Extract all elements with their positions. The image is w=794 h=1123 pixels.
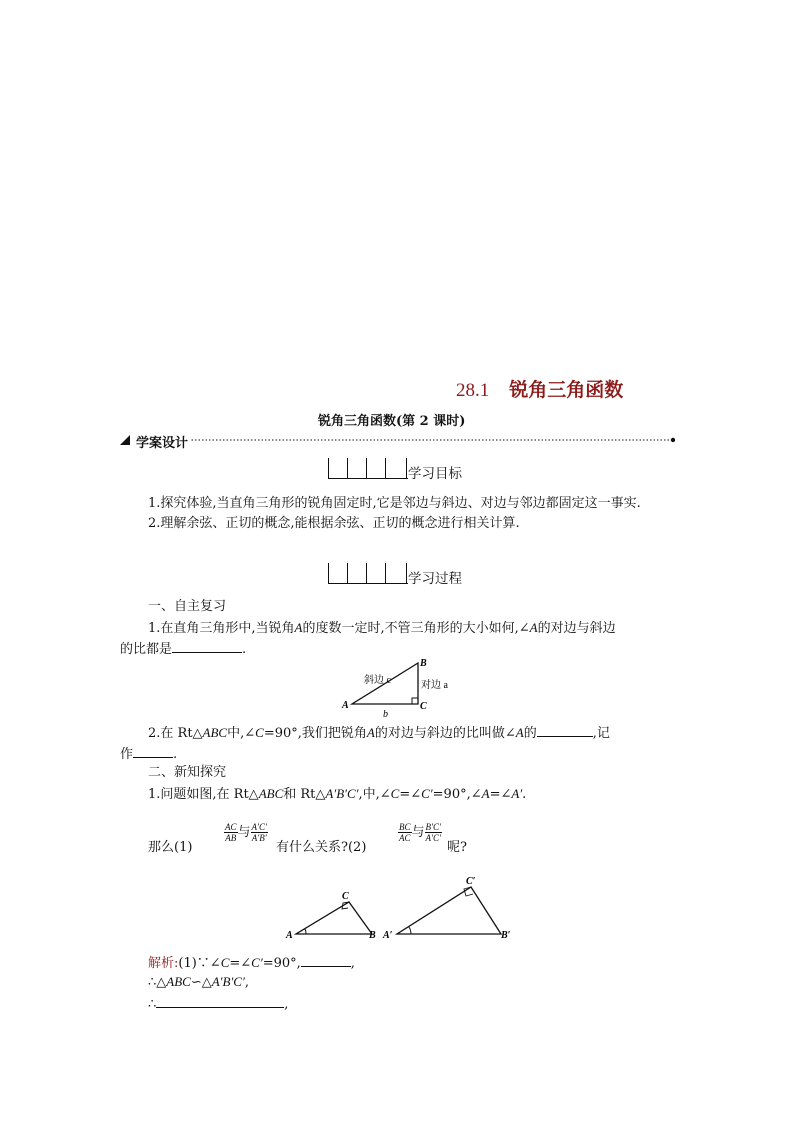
heading-box-frame xyxy=(328,458,408,479)
banner-triangle-icon xyxy=(120,435,130,445)
similar-triangles-figure xyxy=(280,872,520,944)
svg-text:C: C xyxy=(420,701,427,712)
svg-text:A′: A′ xyxy=(383,930,393,941)
svg-text:C: C xyxy=(342,891,349,902)
process-heading xyxy=(328,563,528,585)
banner-dotted-rule xyxy=(118,433,678,447)
goal-item-2: 2.理解余弦、正切的概念,能根据余弦、正切的概念进行相关计算. xyxy=(148,516,520,531)
fraction-ac-ab: $\frac{AC}{AB}$ xyxy=(225,822,237,843)
question-1-line1: 1.在直角三角形中,当锐角A的度数一定时,不管三角形的大小如何,∠A的对边与斜边 xyxy=(148,620,616,636)
ask-label-2: 有什么关系?(2) xyxy=(276,840,367,855)
svg-text:A: A xyxy=(342,700,349,711)
question-1-line2: 的比都是 . xyxy=(120,638,246,660)
solution-line-3: ∴ , xyxy=(148,993,288,1015)
fraction-b2c2-a2c2: $\frac{B'C'}{A'C'}$ xyxy=(425,822,441,843)
answer-blank[interactable] xyxy=(301,952,351,967)
solution-label: 解析: xyxy=(148,956,179,971)
svg-text:A: A xyxy=(286,930,293,941)
banner-label: 学案设计 xyxy=(136,432,191,451)
fraction-bc-ac: $\frac{BC}{AC}$ xyxy=(399,822,411,843)
solution-line-1: 解析:(1)∵∠C=∠C′=90°, , xyxy=(148,952,355,974)
question-3-line: 1.问题如图,在 Rt△ABC和 Rt△A′B′C′,中,∠C=∠C′=90°,∠A=∠A′. xyxy=(148,786,527,802)
svg-text:b: b xyxy=(383,709,388,720)
fraction-question-1: $\frac{AC}{AB}$ 与 $\frac{A'C'}{A'B'}$ xyxy=(225,822,267,843)
answer-blank[interactable] xyxy=(537,722,593,737)
svg-text:斜边 c: 斜边 c xyxy=(364,675,391,686)
question-2-line2: 作 . xyxy=(120,743,177,765)
goals-heading-text: 学习目标 xyxy=(408,466,462,482)
section-number: 28.1 xyxy=(456,380,490,401)
part1-title: 一、自主复习 xyxy=(148,599,227,614)
right-triangle-figure-1 xyxy=(336,656,466,720)
ask-label-1: 那么(1) xyxy=(148,840,193,855)
solution-line-2: ∴△ABC∽△A′B′C′, xyxy=(148,974,249,990)
answer-blank[interactable] xyxy=(172,638,242,653)
svg-text:B: B xyxy=(369,930,376,941)
section-title xyxy=(456,375,623,402)
question-2-line1: 2.在 Rt△ABC中,∠C=90°,我们把锐角A的对边与斜边的比叫做∠A的 ,记 xyxy=(148,722,610,744)
ask-label-3: 呢? xyxy=(447,840,467,855)
answer-blank[interactable] xyxy=(156,993,284,1008)
heading-box-frame xyxy=(328,563,408,584)
fraction-question-2: $\frac{BC}{AC}$ 与 $\frac{B'C'}{A'C'}$ xyxy=(399,822,441,843)
lesson-subtitle: 锐角三角函数(第 2 课时) xyxy=(318,414,466,429)
svg-text:对边 a: 对边 a xyxy=(421,680,448,691)
process-heading-text: 学习过程 xyxy=(408,571,462,587)
fraction-a2c2-a2b2: $\frac{A'C'}{A'B'}$ xyxy=(251,822,267,843)
part2-title: 二、新知探究 xyxy=(148,765,227,780)
svg-text:C′: C′ xyxy=(466,876,476,887)
section-title-text: 锐角三角函数 xyxy=(509,379,624,401)
svg-text:B: B xyxy=(420,658,427,669)
svg-text:B′: B′ xyxy=(501,930,511,941)
goals-heading xyxy=(328,458,528,480)
goal-item-1: 1.探究体验,当直角三角形的锐角固定时,它是邻边与斜边、对边与邻边都固定这一事实. xyxy=(148,496,641,511)
answer-blank[interactable] xyxy=(133,743,173,758)
